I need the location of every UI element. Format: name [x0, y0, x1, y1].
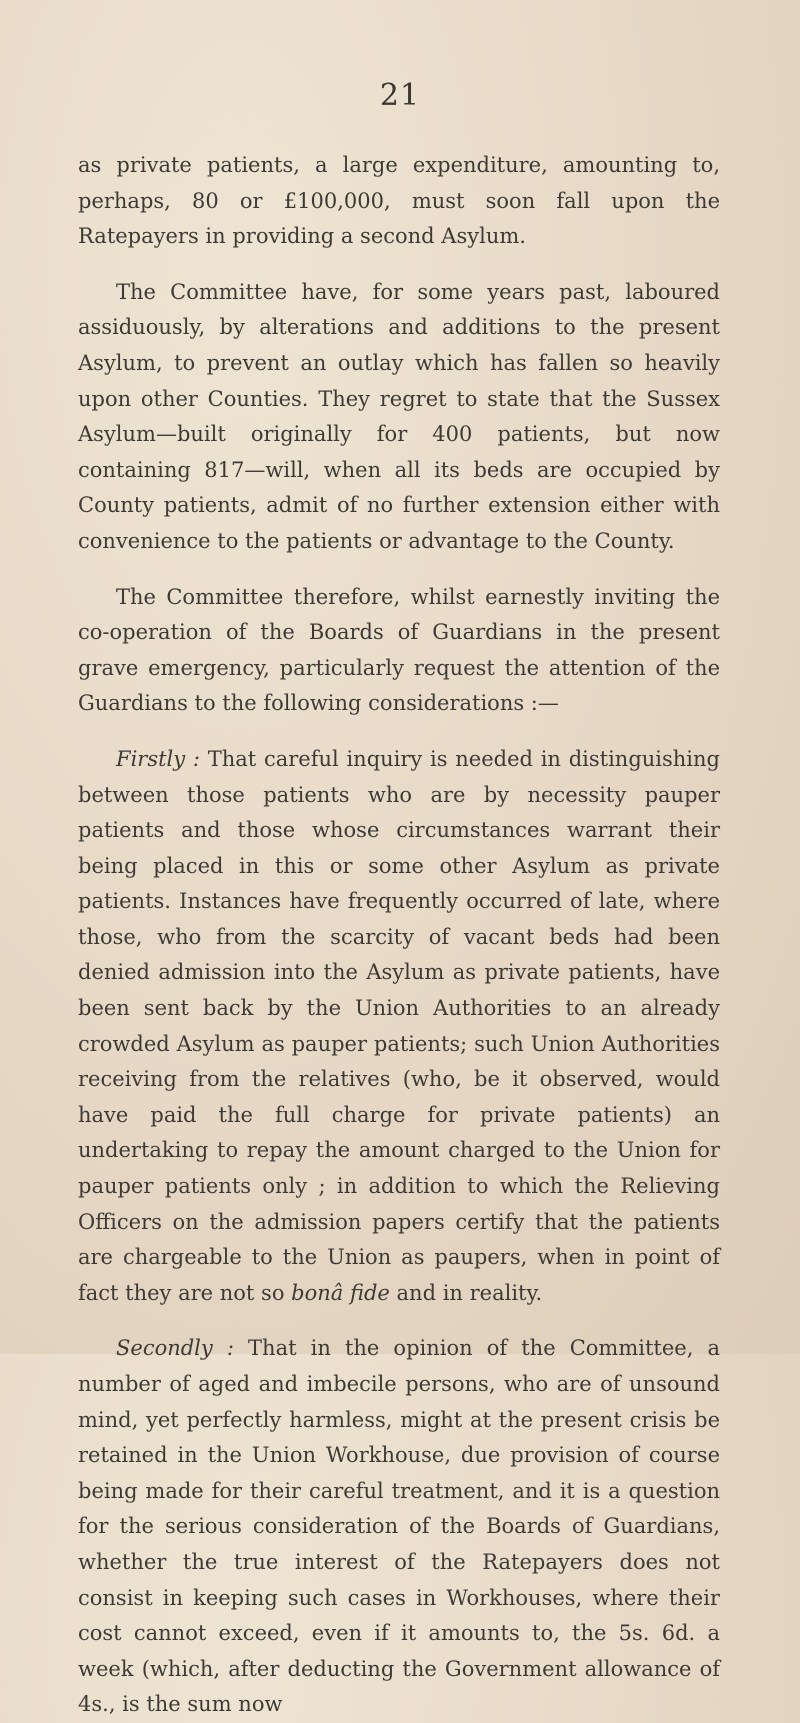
- paragraph-4-text-a: That careful inquiry is needed in distinguishing between those patients who are by necessity pauper patients and those whose circumstances warrant their being placed in this or some other Asylum as private patients. Instances have frequently occurred of late, where those, who from the scarcity of vacant beds had been denied admission into the Asylum as private patients, have been sent back by the Union Authorities to an already crowded Asylum as pauper patients; such Union Authorities receiving from the relatives (who, be it observed, would have paid the full charge for private patients) an undertaking to repay the amount charged to the Union for pauper patients only ; in addition to which the Relieving Officers on the admission papers certify that the patients are chargeable to the Union as paupers, when in point of fact they are not so: [78, 746, 720, 1305]
- paragraph-2: The Committee have, for some years past, laboured assiduously, by alterations and additions to the present Asylum, to prevent an outlay which has fallen so heavily upon other Counties. They regret to state that the Sussex Asylum—built originally for 400 patients, but now containing 817—will, when all its beds are occupied by County patients, admit of no further extension either with convenience to the patients or advantage to the County.: [78, 279, 720, 553]
- paragraph-5-lead: Secondly :: [116, 1336, 234, 1361]
- paragraph-4-italic-phrase: bonâ fide: [291, 1280, 390, 1305]
- paragraph-3: The Committee therefore, whilst earnestly inviting the co-operation of the Boards of Guardians in the present grave emergency, particularly request the attention of the Guardians to the following considerations :—: [78, 584, 720, 716]
- page-number: 21: [379, 78, 421, 113]
- paragraph-4-lead: Firstly :: [116, 746, 200, 771]
- paragraph-1: as private patients, a large expenditure, amounting to, perhaps, 80 or £100,000, must soon fall upon the Ratepayers in providing a second Asylum.: [78, 153, 720, 249]
- paragraph-5-text: That in the opinion of the Committee, a number of aged and imbecile persons, who are of unsound mind, yet perfectly harmless, might at the present crisis be retained in the Union Workhouse, due provision of course being made for their careful treatment, and it is a question for the serious consideration of the Boards of Guardians, whether the true interest of the Ratepayers does not consist in keeping such cases in Workhouses, where their cost cannot exceed, even if it amounts to, the 5s. 6d. a week (which, after deducting the Government allowance of 4s., is the sum now: [78, 1336, 720, 1717]
- body-text: [78, 148, 720, 1723]
- paragraph-4: [78, 742, 720, 1312]
- paragraph-5: [78, 1331, 720, 1723]
- paragraph-4-text-b: and in reality.: [396, 1280, 543, 1305]
